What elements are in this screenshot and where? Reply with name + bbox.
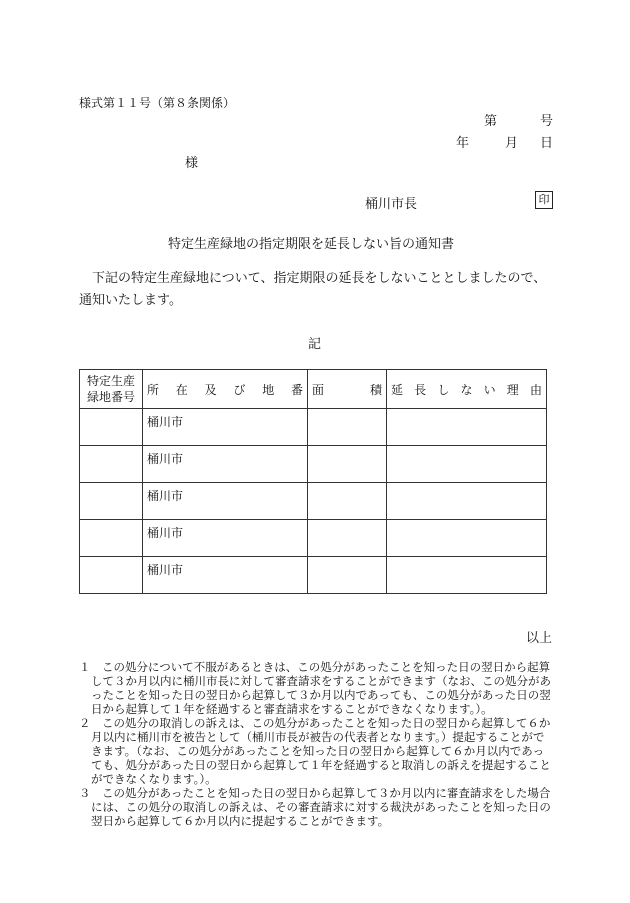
sender-name: 桶川市長 [365, 197, 418, 212]
table-row [80, 446, 547, 483]
seal-stamp: 印 [535, 191, 553, 209]
note-item-1: １ この処分について不服があるときは、この処分があったことを知った日の翌日から起算して３か月以内に桶川市長に対して審査請求をすることができます（なお、この処分があったことを知った日の翌日から起算して３か月以内であっても、この処分があった日の翌日から起算して１年を経過すると審査請求をすることができなくなります。）。 [79, 660, 551, 716]
header-location-char: 所 [147, 382, 160, 397]
header-location-char: 番 [290, 382, 303, 397]
cell-reason [387, 557, 547, 594]
header-reason-char: し [437, 382, 450, 397]
cell-location: 桶川市 [143, 557, 308, 594]
header-location [143, 370, 308, 409]
table-row [80, 483, 547, 520]
cell-location: 桶川市 [143, 520, 308, 557]
header-location-char: 在 [175, 382, 188, 397]
header-area-char: 面 [312, 382, 325, 397]
cell-land-number [80, 483, 143, 520]
cell-reason [387, 409, 547, 446]
header-area-char: 積 [369, 382, 382, 397]
cell-area [308, 483, 387, 520]
cell-location: 桶川市 [143, 483, 308, 520]
cell-area [308, 520, 387, 557]
addressee-suffix: 様 [185, 156, 199, 171]
table-row [80, 409, 547, 446]
cell-reason [387, 446, 547, 483]
cell-land-number [80, 520, 143, 557]
header-reason-char: 由 [529, 382, 542, 397]
date-year-label: 年 [456, 136, 470, 151]
cell-area [308, 446, 387, 483]
cell-area [308, 409, 387, 446]
header-reason-char: い [483, 382, 496, 397]
body-paragraph: 下記の特定生産緑地について、指定期限の延長をしないこととしましたので、通知いたします。 [79, 271, 547, 308]
cell-land-number [80, 409, 143, 446]
header-location-char: 及 [204, 382, 217, 397]
closing-ijou: 以上 [526, 631, 553, 646]
header-reason-char: 長 [414, 382, 427, 397]
table-header-row [80, 370, 547, 409]
date-month-label: 月 [505, 136, 519, 151]
cell-location: 桶川市 [143, 446, 308, 483]
form-number: 様式第１１号（第８条関係） [79, 96, 236, 110]
cell-location: 桶川市 [143, 409, 308, 446]
cell-reason [387, 483, 547, 520]
table-row [80, 557, 547, 594]
header-reason-char: 延 [391, 382, 404, 397]
cell-reason [387, 520, 547, 557]
header-land-number-line1: 特定生産 [86, 374, 135, 388]
notes-section [79, 660, 553, 828]
table-row [80, 520, 547, 557]
document-number-suffix: 号 [540, 114, 554, 129]
green-land-table [79, 369, 547, 594]
header-area [308, 370, 387, 409]
cell-land-number [80, 446, 143, 483]
header-location-char: び [233, 382, 246, 397]
note-item-2: ２ この処分の取消しの訴えは、この処分があったことを知った日の翌日から起算して６か月以内に桶川市を被告として（桶川市長が被告の代表者となります。）提起することができます。（なお、この処分があったことを知った日の翌日から起算して６か月以内であっても、処分があった日の翌日から起算して１年を経過すると取消しの訴えを提起することができなくなります。）。 [79, 716, 551, 786]
cell-land-number [80, 557, 143, 594]
header-land-number [80, 370, 143, 409]
note-item-3: ３ この処分があったことを知った日の翌日から起算して３か月以内に審査請求をした場合には、この処分の取消しの訴えは、その審査請求に対する裁決があったことを知った日の翌日から起算して６か月以内に提起することができます。 [79, 786, 551, 828]
header-reason-char: 理 [506, 382, 519, 397]
document-title: 特定生産緑地の指定期限を延長しない旨の通知書 [168, 237, 455, 252]
header-reason [387, 370, 547, 409]
header-reason-char: な [460, 382, 473, 397]
ki-heading: 記 [308, 337, 322, 352]
header-land-number-line2: 緑地番号 [86, 390, 135, 404]
document-number-prefix: 第 [484, 114, 498, 129]
header-location-char: 地 [262, 382, 275, 397]
date-day-label: 日 [540, 136, 554, 151]
cell-area [308, 557, 387, 594]
